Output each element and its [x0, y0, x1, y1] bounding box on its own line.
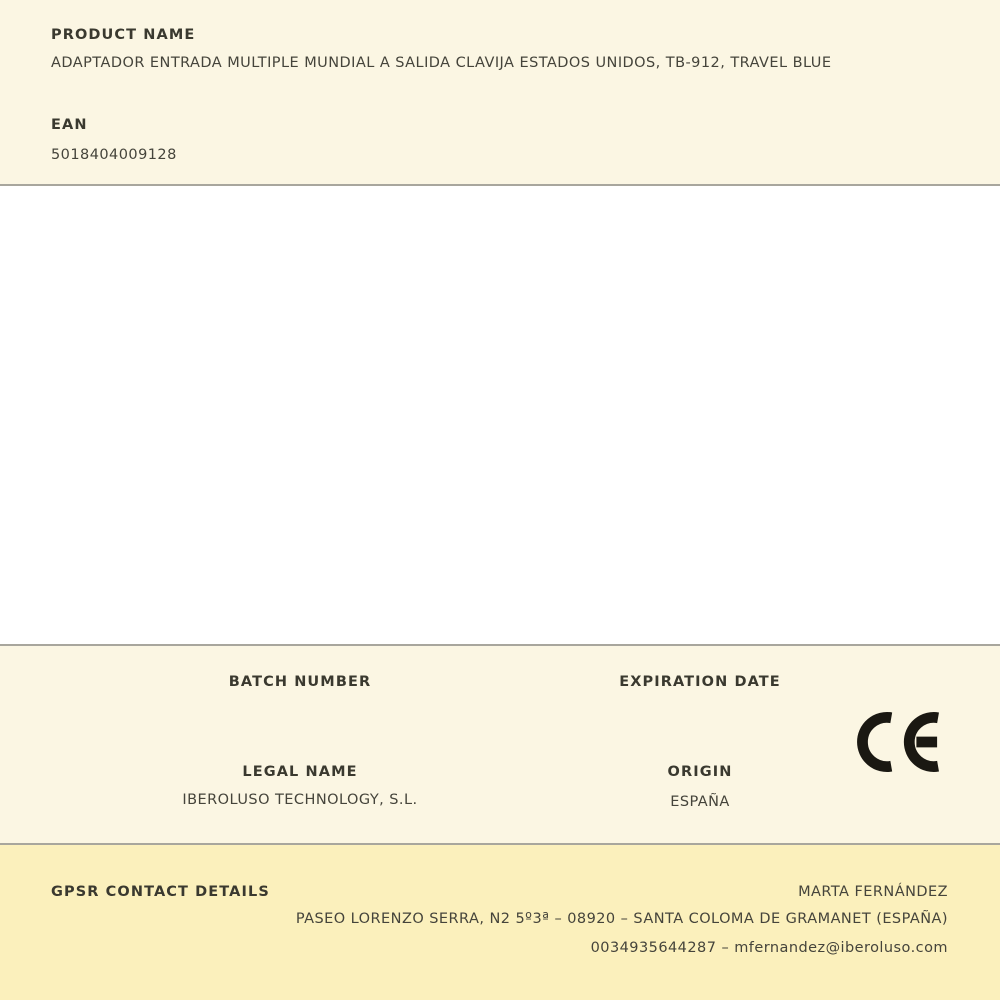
product-name-label: PRODUCT NAME	[51, 27, 196, 43]
ce-mark-icon	[857, 711, 941, 773]
gpsr-contact-section	[0, 845, 1000, 1000]
legal-name-value: IBEROLUSO TECHNOLOGY, S.L.	[182, 792, 418, 808]
ean-label: EAN	[51, 117, 88, 133]
contact-phone-email: 0034935644287 – mfernandez@iberoluso.com	[590, 940, 948, 956]
product-name-value: ADAPTADOR ENTRADA MULTIPLE MUNDIAL A SALIDA CLAVIJA ESTADOS UNIDOS, TB-912, TRAVEL BLUE	[51, 55, 832, 71]
expiration-date-label: EXPIRATION DATE	[619, 674, 781, 690]
origin-label: ORIGIN	[667, 764, 733, 780]
legal-name-label: LEGAL NAME	[242, 764, 358, 780]
origin-value: ESPAÑA	[670, 794, 730, 810]
gpsr-contact-label: GPSR CONTACT DETAILS	[51, 884, 270, 900]
ean-value: 5018404009128	[51, 147, 177, 163]
compliance-details-section	[0, 646, 1000, 845]
blank-spacer-section	[0, 186, 1000, 646]
contact-person-name: MARTA FERNÁNDEZ	[798, 884, 948, 900]
contact-address: PASEO LORENZO SERRA, N2 5º3ª – 08920 – SANTA COLOMA DE GRAMANET (ESPAÑA)	[295, 911, 948, 927]
batch-number-label: BATCH NUMBER	[228, 674, 372, 690]
product-info-section	[0, 0, 1000, 186]
